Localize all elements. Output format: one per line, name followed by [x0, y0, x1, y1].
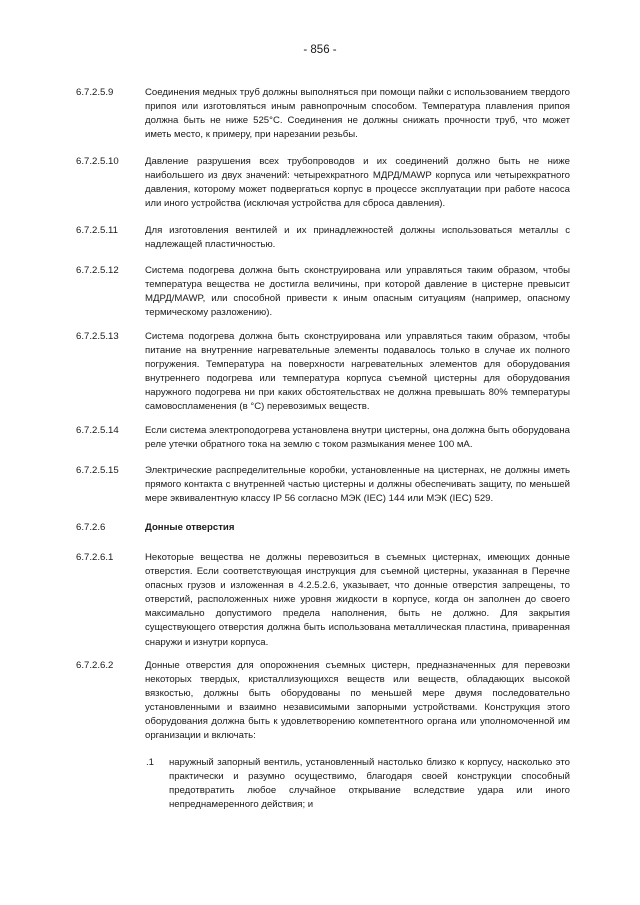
clause-6-7-2-5-13: [76, 330, 570, 415]
sublist-item: [146, 756, 570, 812]
clause-6-7-2-5-15: [76, 464, 570, 506]
section-heading-6-7-2-6: [76, 521, 570, 535]
clause-number: 6.7.2.5.11: [76, 225, 118, 236]
sublist-text: наружный запорный вентиль, установленный настолько близко к корпусу, насколько это практически и разумно осуществимо, благодаря своей конструкции способный предотвратить любое случайное открывание вследствие удара или иного непреднамеренного действия; и: [169, 757, 570, 811]
clause-text: Некоторые вещества не должны перевозиться в съемных цистернах, имеющих донные отверстия. Если соответствующая инструкция для съемной цистерны, указанная в Перечне опасных грузов и изложенная в 4.2.5.2.6, указывает, что донные отверстия запрещены, то отверстий, расположенных ниже уровня жидкости в корпусе, когда он заполнен до своего максимально допустимого предела наполнения, быть не должно. Для закрытия существующего отверстия должна быть использована металлическая пластина, приваренная снаружи и изнутри корпуса.: [145, 552, 570, 648]
sublist-marker: .1: [146, 757, 155, 768]
clause-text: Донные отверстия для опорожнения съемных цистерн, предназначенных для перевозки некоторых твердых, кристаллизующихся веществ или веществ, обладающих высокой вязкостью, должны быть оборудованы по меньшей мере двумя последовательно установленными и взаимно независимыми запорными устройствами. Конструкция этого оборудования должна быть к удовлетворению компетентного органа или уполномоченной им организации и включать:: [145, 660, 570, 742]
clause-number: 6.7.2.5.10: [76, 156, 119, 167]
clause-number: 6.7.2.5.13: [76, 331, 119, 342]
clause-number: 6.7.2.5.15: [76, 465, 119, 476]
section-title: Донные отверстия: [145, 522, 235, 533]
clause-6-7-2-5-11: [76, 224, 570, 252]
clause-number: 6.7.2.5.14: [76, 425, 119, 436]
clause-number: 6.7.2.5.12: [76, 265, 119, 276]
clause-text: Соединения медных труб должны выполняться при помощи пайки с использованием твердого припоя или изготовляться иным равнопрочным способом. Температура плавления припоя должна быть не ниже 525°С. Соединения не должны снижать прочности труб, что может иметь место, к примеру, при нарезании резьбы.: [145, 87, 570, 141]
clause-number: 6.7.2.6.2: [76, 660, 114, 671]
clause-text: Давление разрушения всех трубопроводов и их соединений должно быть не ниже наибольшего из двух значений: четырехкратного МДРД/MAWP корпуса или четырехкратного давления, которому может подвергаться корпус в процессе эксплуатации при работе насоса или иного устройства (исключая устройства для сброса давления).: [145, 156, 570, 210]
clause-number: 6.7.2.6.1: [76, 552, 114, 563]
page-number: - 856 -: [303, 44, 337, 56]
clause-number: 6.7.2.5.9: [76, 87, 114, 98]
clause-6-7-2-6-1: [76, 551, 570, 650]
clause-text: Система подогрева должна быть сконструирована или управляться таким образом, чтобы питание на внутренние нагревательные элементы подавалось только в случае их полного погружения. Температура на поверхности нагревательных элементов для оборудования внутреннего подогрева или температура корпуса съемной цистерны для оборудования наружного подогрева ни при каких обстоятельствах не должна превышать 80% температуры самовоспламенения (в °С) перевозимых веществ.: [145, 331, 570, 413]
clause-text: Электрические распределительные коробки, установленные на цистернах, не должны иметь прямого контакта с внутренней частью цистерны и должны обеспечивать защиту, по меньшей мере эквивалентную классу IP 56 согласно МЭК (IEC) 144 или МЭК (IEC) 529.: [145, 465, 570, 505]
clause-text: Система подогрева должна быть сконструирована или управляться таким образом, чтобы температура вещества не достигла величины, при которой давление в цистерне превысит МДРД/MAWP, или способной привести к иным опасным ситуациям (например, опасному термическому разложению).: [145, 265, 570, 319]
clause-6-7-2-5-10: [76, 155, 570, 211]
clause-6-7-2-6-2: [76, 659, 570, 744]
clause-6-7-2-5-14: [76, 424, 570, 452]
clause-6-7-2-5-9: [76, 86, 570, 142]
clause-6-7-2-5-12: [76, 264, 570, 320]
section-number: 6.7.2.6: [76, 522, 106, 533]
clause-text: Если система электроподогрева установлена внутри цистерны, она должна быть оборудована реле утечки обратного тока на землю с током размыкания менее 100 мА.: [145, 425, 570, 451]
clause-text: Для изготовления вентилей и их принадлежностей должны использоваться металлы с надлежащей пластичностью.: [145, 225, 570, 251]
